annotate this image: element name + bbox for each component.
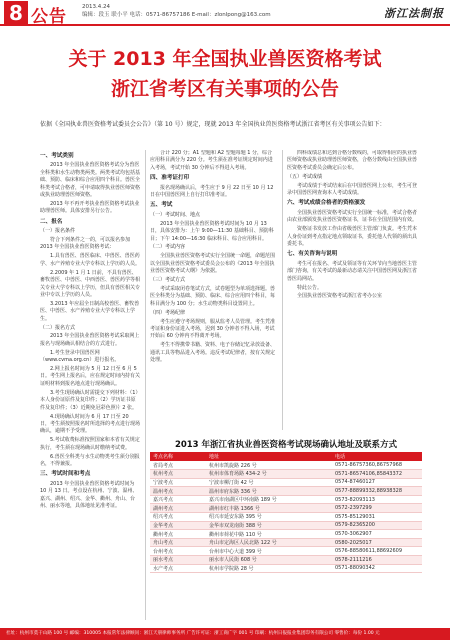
table-cell: 0570-3062907 xyxy=(332,530,422,539)
subsection-heading: （四）考场纪律 xyxy=(150,309,186,316)
body-paragraph: 2013 年全国执业兽医资格考试采取网上报名与现场确认相结合的方式进行。 xyxy=(40,333,140,347)
table-row xyxy=(150,487,422,496)
column-divider xyxy=(145,150,146,620)
table-cell: 0574-87460127 xyxy=(332,478,422,487)
table-row xyxy=(150,504,422,513)
table-row xyxy=(150,530,422,539)
body-paragraph: 6.兽医全科类与水生动物类考生须分别报名，不得兼报。 xyxy=(40,453,140,467)
body-paragraph: 全国执业兽医资格考试实行全国统一命题，命题范围以全国执业兽医资格考试委员会公布的《2013 年全国执业兽医资格考试大纲》为依据。 xyxy=(150,253,276,275)
table-cell: 省局考点 xyxy=(150,461,206,470)
table-row xyxy=(150,547,422,556)
table-cell: 杭州考点 xyxy=(150,470,206,479)
issue-date: 2013.4.24 xyxy=(82,4,110,10)
table-cell: 温州考点 xyxy=(150,487,206,496)
table-cell: 杭州市凯旋路 226 号 xyxy=(206,461,332,470)
subsection-heading: （二）报名方式 xyxy=(40,324,76,331)
table-cell: 衢州考点 xyxy=(150,530,206,539)
table-cell: 0571-86574106,85843372 xyxy=(332,470,422,479)
table-cell: 衢州市荷花中路 110 号 xyxy=(206,530,332,539)
table-cell: 0576-88580611,88692609 xyxy=(332,547,422,556)
table-header-cell: 考点名称 xyxy=(150,452,206,461)
table-cell: 舟山考点 xyxy=(150,538,206,547)
headline-line-2: 浙江省考区有关事项的公告 xyxy=(110,78,339,100)
table-header-cell: 电话 xyxy=(332,452,422,461)
table-cell: 嘉兴考点 xyxy=(150,495,206,504)
table-header-row xyxy=(150,452,422,461)
table-cell: 台州考点 xyxy=(150,547,206,556)
body-paragraph: 符合下列条件之一的，可以报名参加 2013 年全国执业兽医资格考试： xyxy=(40,237,131,251)
section-heading: 七、有关咨询与说明 xyxy=(287,251,338,258)
body-paragraph: 考试采取闭卷笔试方式，试卷题型为单项选择题。兽医全科类分为基础、预防、临床、综合应用四个科目，每科目满分为 100 分；水生动物类科目设置同上。 xyxy=(150,286,276,307)
table-cell: 0573-82093113 xyxy=(332,495,422,504)
body-paragraph: 全国执业兽医资格考试实行全国统一标准，考试合格者由农业部颁发执业兽医资格证书，证书在全国范围内有效。 xyxy=(287,209,417,224)
table-cell: 水产考点 xyxy=(150,564,206,573)
table-cell: 绍兴考点 xyxy=(150,513,206,522)
headline xyxy=(0,44,450,106)
body-paragraph: 2.网上报名时间为 5 月 12 日至 6 月 5 日。考生网上报名后，应在规定时间内持有关证明材料到报名地点进行现场确认。 xyxy=(40,366,140,387)
body-paragraph: 考生可在报名、考试及领证等有关环节向当地兽医主管部门咨询，有关考试的最新动态请关注中国兽医网及浙江省兽医局网站。 xyxy=(287,260,417,282)
body-paragraph: 2013 年全国执业兽医资格考试时间为 10 月 13 日，具体安排为：上午 9:00—11:30 基础科目、预防科目；下午 14:00—16:30 临床科目、综合应用科目。 xyxy=(150,220,274,242)
table-cell: 绍兴市延安东路 395 号 xyxy=(206,513,332,522)
table-title: 2013 年浙江省执业兽医资格考试现场确认地址及联系方式 xyxy=(174,440,398,450)
subsection-heading: （二）考试内容 xyxy=(150,244,186,251)
section-heading: 一、考试类别 xyxy=(40,153,74,159)
intro-paragraph: 依据《全国执业兽医资格考试委员会公告》（第 10 号）规定，现就 2013 年全国执业兽医资格考试浙江省考区有关事项公告如下： xyxy=(40,121,386,128)
table-header-cell: 地址 xyxy=(206,452,332,461)
table-cell: 嘉兴市南湖区中环南路 189 号 xyxy=(206,495,332,504)
table-cell: 宁波考点 xyxy=(150,478,206,487)
table-row xyxy=(150,513,422,522)
page-footer: 社址：杭州市莫干山路 100 号 邮编：310005 本报常年法律顾问：浙江天册律师事务所 广告许可证：浙工商广字 001 号 印刷：杭州日报报业集团印务有限公司 零售价：每份 1.00 元 xyxy=(0,628,450,640)
body-paragraph: 全国执业兽医资格考试浙江省考办公室 xyxy=(297,293,383,300)
header-meta xyxy=(82,3,271,19)
table-cell: 台州市中心大道 399 号 xyxy=(206,547,332,556)
table-cell: 0580-2025017 xyxy=(332,538,422,547)
body-paragraph: 1.考生登录中国兽医网（www.cvma.org.cn）进行报名。 xyxy=(40,349,120,364)
section-heading: 三、考试时间和考点 xyxy=(40,471,91,478)
table-cell: 杭州市体育场路 434-2 号 xyxy=(206,470,332,479)
newspaper-logo: 浙江法制报 xyxy=(384,7,444,20)
table-cell: 湖州考点 xyxy=(150,504,206,513)
page-number: 8 xyxy=(4,1,28,25)
section-heading: 五、考试 xyxy=(150,202,173,209)
table-row xyxy=(150,521,422,530)
table-cell: 0572-2397299 xyxy=(332,504,422,513)
body-paragraph: 考试成绩于考试结束后在中国兽医网上公布，考生可登录中国兽医网查询本人考试成绩。 xyxy=(287,182,417,197)
table-row xyxy=(150,461,422,470)
body-paragraph: 四科成绩总和达到合格分数线的，可取得相应的执业兽医师资格或执业助理兽医师资格，合格分数线由全国执业兽医资格考试委员会确定后公布。 xyxy=(287,150,417,171)
exam-locations-table xyxy=(150,452,422,573)
body-paragraph: 资格证书发放工作由省级兽医主管部门负责。考生凭本人身份证到考点指定地点领取证书，委托他人代领的须出具委托书。 xyxy=(287,226,417,247)
subsection-heading: （一）考试时间、地点 xyxy=(150,211,201,218)
section-name: 公告 xyxy=(31,7,67,27)
body-paragraph: 1.具有兽医、兽医临床、中兽医、兽医药学、水产养殖专业大学专科以上学历的人员。 xyxy=(40,253,140,267)
body-paragraph: 合计 220 分；A1 型题和 A2 型题每题 1 分，综合应用科目满分为 220 分。考生须在准考证规定时间内进入考场，考试开始 30 分钟后不得进入考场。 xyxy=(150,150,273,171)
subsection-heading: （三）考试方式 xyxy=(150,277,186,284)
table-cell: 温州市府东路 336 号 xyxy=(206,487,332,496)
body-paragraph: 3.2013 年应届全日制高校兽医、畜牧兽医、中兽医、水产养殖专业大学专科以上学生。 xyxy=(40,300,140,322)
column-divider xyxy=(282,150,283,430)
body-paragraph: 5.考试收费标准按照国家和本省有关规定执行，考生须在现场确认时缴纳考试费。 xyxy=(40,437,140,451)
body-paragraph: 特此公告。 xyxy=(297,284,323,291)
table-row xyxy=(150,564,422,573)
article-column-3 xyxy=(287,150,417,420)
section-heading: 二、报名 xyxy=(40,218,63,225)
table-row xyxy=(150,478,422,487)
table-cell: 0579-82365200 xyxy=(332,521,422,530)
table-row xyxy=(150,556,422,565)
table-cell: 杭州市学院路 28 号 xyxy=(206,564,332,573)
table-cell: 金华市双龙南街 388 号 xyxy=(206,521,332,530)
table-cell: 金华考点 xyxy=(150,521,206,530)
body-paragraph: 2013 年不再开考执业兽医资格考试执业助理兽医师。具体安排另行公告。 xyxy=(40,200,140,215)
article-column-1 xyxy=(40,150,140,620)
body-paragraph: 考生应遵守考场规则，服从监考人员管理。考生凭准考证和身份证进入考场，迟到 30 分钟者不得入场，考试开始后 60 分钟内不得离开考场。 xyxy=(150,318,276,340)
body-paragraph: 2013 年全国执业兽医资格考试时间为 10 月 13 日。考点设在杭州、宁波、温州、嘉兴、湖州、绍兴、金华、衢州、舟山、台州、丽水等地，具体地址见准考证。 xyxy=(40,480,138,509)
table-row xyxy=(150,538,422,547)
table-row xyxy=(150,495,422,504)
body-paragraph: 考生不得携带书籍、资料、电子存储记忆录放设备、通讯工具等物品进入考场。违反考试纪律者，按有关规定处理。 xyxy=(150,342,276,364)
editor-contact: 编辑：段玉 联小平 电话：0571-86757186 E-mail：zlonlpong@163.com xyxy=(82,12,271,18)
page-header xyxy=(0,0,450,26)
table-cell: 舟山市定海区人民北路 122 号 xyxy=(206,538,332,547)
headline-line-1: 关于 2013 年全国执业兽医资格考试 xyxy=(68,48,382,70)
table-row xyxy=(150,470,422,479)
table-cell: 0577-88899332,88938328 xyxy=(332,487,422,496)
body-paragraph: 2.2009 年 1 月 1 日前，不具有兽医、畜牧兽医、中兽医、中西兽医、兽医药学等相关专业大学专科以上学历，但具有兽医相关专业中专以上学历的人员。 xyxy=(40,269,140,298)
body-paragraph: 4.现场确认时间为 6 月 17 日至 20 日，考生须按照报名时所选择的考点进行现场确认，逾期不予受理。 xyxy=(40,413,140,435)
section-heading: 四、准考证打印 xyxy=(150,175,190,182)
table-cell: 0571-88090342 xyxy=(332,564,422,573)
body-paragraph: 报名现场确认后，考生应于 9 月 22 日至 10 月 12 日在中国兽医网上自行打印准考证。 xyxy=(150,184,274,199)
body-paragraph: 2013 年全国执业兽医资格考试分为兽医全科类和水生动物类两类。两类考试均包括基础、预防、临床和综合应用四个科目。兽医全科类考试合格者，可申请取得执业兽医师资格或执业助理兽医师资格。 xyxy=(40,162,140,199)
table-cell: 丽水市人民街 608 号 xyxy=(206,556,332,565)
table-cell: 丽水考点 xyxy=(150,556,206,565)
table-cell: 0571-86757360,86757968 xyxy=(332,461,422,470)
table-cell: 湖州市红丰路 1366 号 xyxy=(206,504,332,513)
subsection-heading: （五）考试成绩 xyxy=(287,173,323,180)
body-paragraph: 3.考生现场确认时需提交下列材料：（1）本人身份证原件及复印件；（2）学历证书原件及复印件；（3）近期免冠彩色照片 2 张。 xyxy=(40,389,138,411)
section-heading: 六、考试成绩合格者的资格颁发 xyxy=(287,200,366,207)
subsection-heading: （一）报名条件 xyxy=(40,228,76,235)
table-cell: 0578-2111216 xyxy=(332,556,422,565)
article-column-2 xyxy=(150,150,276,400)
table-cell: 宁波市柳汀街 42 号 xyxy=(206,478,332,487)
table-cell: 0575-85129031 xyxy=(332,513,422,522)
